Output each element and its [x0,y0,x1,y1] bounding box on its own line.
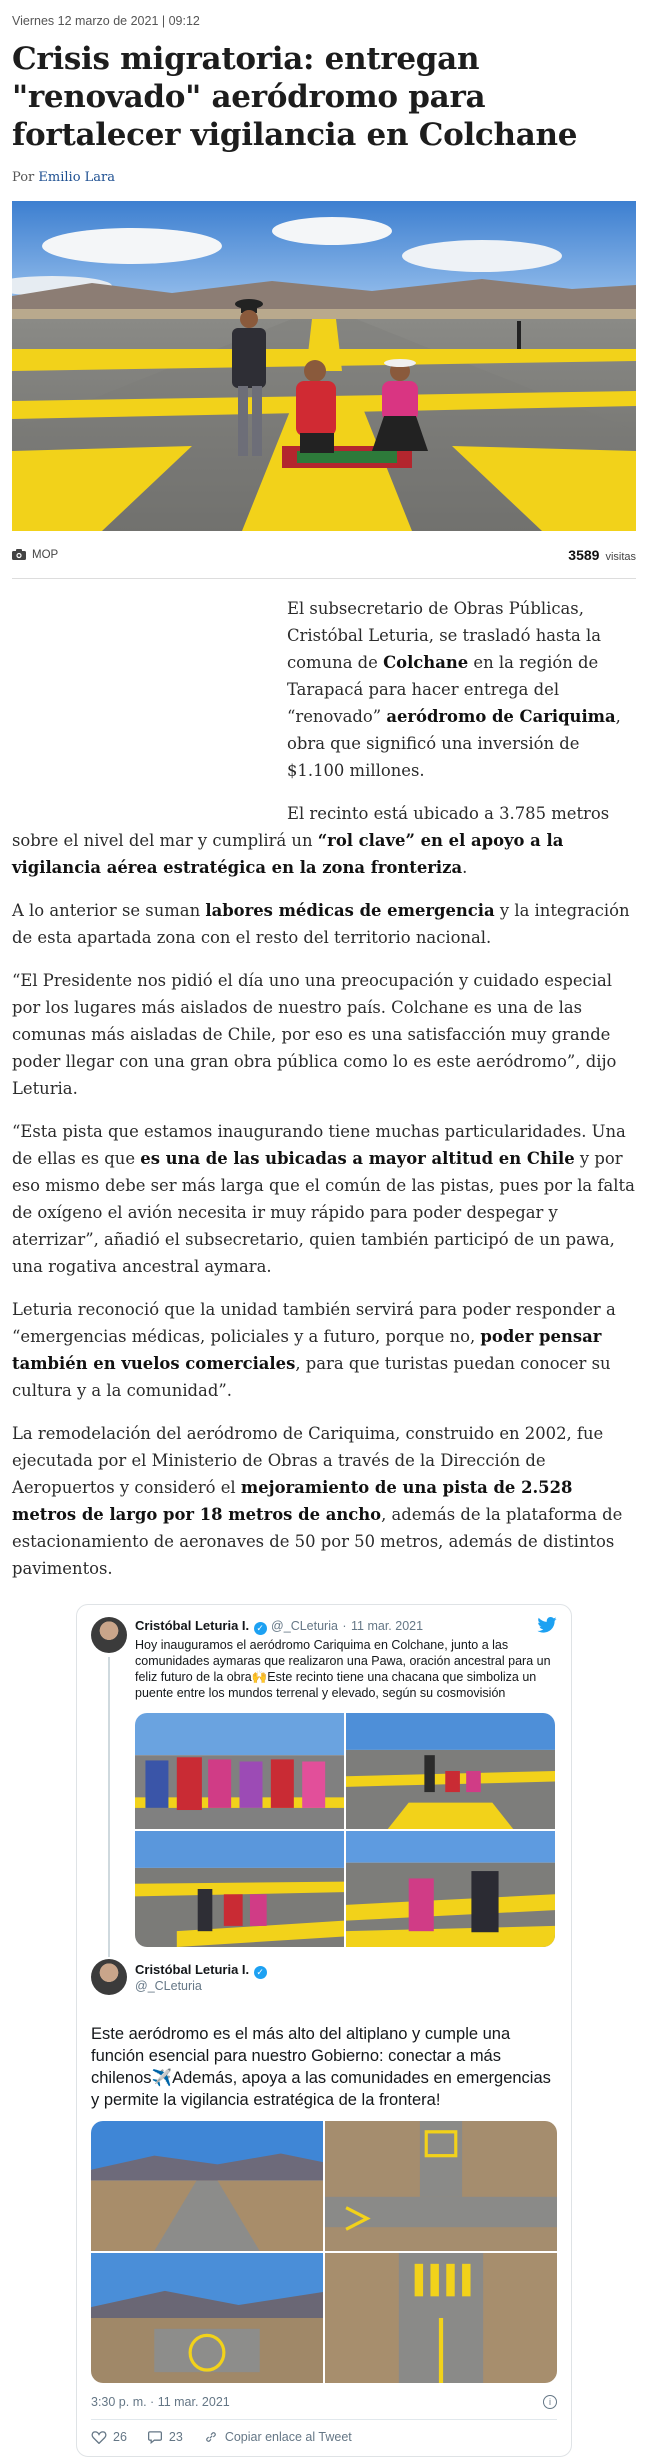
thread-line [108,1657,110,1957]
tweet-photo[interactable] [135,1831,344,1947]
verified-icon: ✓ [254,1622,267,1635]
paragraph-3: A lo anterior se suman labores médicas de emergencia y la integración de esta apartada zona con el resto del territorio nacional. [12,901,630,947]
byline [12,170,636,185]
tweet-body-1 [135,1617,557,1701]
hero-photo [12,201,636,531]
tweet-text-2: Este aeródromo es el más alto del altiplano y cumple una función esencial para nuestro Gobierno: conectar a más chilenos✈️Además, apoya a las comunidades en emergencias y permite la vigilancia estratégica de la frontera! [91,2025,551,2109]
tweet-date[interactable]: 11 mar. 2021 [351,1619,424,1633]
visits-counter [568,547,636,563]
article-body [12,595,636,1582]
photo-credit [12,549,58,561]
author-link[interactable]: Emilio Lara [38,170,116,185]
paragraph-5: “Esta pista que estamos inaugurando tiene muchas particularidades. Una de ellas es que es una de las ubicadas a mayor altitud en Chile y por eso mismo debe ser más larga que el común de las pistas, pues por la falta de oxígeno el avión necesita ir muy rápido para poder despegar y aterrizar”, añadió el subsecretario, quien también participó de un pawa, una rogativa ancestral aymara. [12,1122,635,1276]
tweet-handle[interactable]: @_CLeturia [271,1619,338,1633]
reply-button[interactable] [147,2430,183,2444]
copy-link-label: Copiar enlace al Tweet [224,2430,352,2444]
info-icon[interactable]: i [543,2395,557,2409]
embedded-tweet[interactable] [76,1604,572,2457]
reply-count: 23 [168,2430,183,2444]
tweet-date-separator: · [342,1619,347,1633]
verified-icon: ✓ [254,1966,267,1979]
tweet-author-name[interactable]: Cristóbal Leturia I. [135,1962,250,1977]
ad-space [12,595,287,825]
tweet-photo[interactable] [91,2253,323,2383]
paragraph-4: “El Presidente nos pidió el día uno una preocupación y cuidado especial por los lugares más aislados de nuestro país. Colchane es una de las comunas más aisladas de Chile, por eso es una satisfacción muy grande poder llegar con una gran obra pública como lo es este aeródromo”, dijo Leturia. [12,971,617,1098]
tweet-timestamp-row [91,2395,557,2409]
tweet-media-grid-2 [91,2121,557,2383]
twitter-bird-icon[interactable] [537,1617,557,1633]
page-title: Crisis migratoria: entregan "renovado" aeródromo para fortalecer vigilancia en Colchane [12,41,578,153]
tweet-author-block-2 [135,1961,267,1993]
reply-icon [147,2430,163,2444]
like-count: 26 [113,2430,127,2444]
byline-prefix: Por [12,170,35,185]
tweet-author-line [135,1617,557,1635]
avatar[interactable] [91,1959,127,1995]
runway-photo [12,201,636,531]
tweet-text-1: Hoy inauguramos el aeródromo Cariquima en Colchane, junto a las comunidades aymaras que realizaron una Pawa, oración ancestral para un feliz futuro de la obra🙌Este recinto tiene una chacana que simboliza un puente entre los mundos terrenal y elevado, según su cosmovisión [135,1638,551,1700]
like-button[interactable] [91,2430,127,2444]
tweet-header [91,1617,557,1701]
tweet-photo[interactable] [346,1831,555,1947]
heart-icon [91,2430,107,2444]
paragraph-2: El recinto está ubicado a 3.785 metros sobre el nivel del mar y cumplirá un “rol clave” en el apoyo a la vigilancia aérea estratégica en la zona fronteriza. [12,804,610,877]
dateline: Viernes 12 marzo de 2021 | 09:12 [12,14,200,28]
copy-link-button[interactable] [203,2430,352,2444]
tweet-photo[interactable] [325,2253,557,2383]
tweet-photo[interactable] [135,1713,344,1829]
tweet-photo[interactable] [346,1713,555,1829]
tweet-actions [91,2419,557,2444]
tweet-timestamp[interactable]: 3:30 p. m. · 11 mar. 2021 [91,2395,230,2409]
visits-label: visitas [605,550,636,563]
tweet-header-2 [91,1959,557,1995]
tweet-handle[interactable]: @_CLeturia [135,1979,202,1993]
paragraph-6: Leturia reconoció que la unidad también servirá para poder responder a “emergencias médicas, policiales y a futuro, porque no, poder pensar también en vuelos comerciales, para que turistas puedan conocer su cultura y a la comunidad”. [12,1300,616,1400]
photo-meta [12,531,636,579]
tweet-author-name[interactable]: Cristóbal Leturia I. [135,1618,250,1633]
paragraph-7: La remodelación del aeródromo de Cariquima, construido en 2002, fue ejecutada por el Ministerio de Obras a través de la Dirección de Aeropuertos y consideró el mejoramiento de una pista de 2.528 metros de largo por 18 metros de ancho, además de la plataforma de estacionamiento de aeronaves de 50 por 50 metros, además de distintos pavimentos. [12,1424,623,1578]
tweet-media-grid-1 [135,1713,555,1947]
avatar[interactable] [91,1617,127,1653]
link-icon [203,2430,219,2444]
visits-count: 3589 [568,546,600,563]
tweet-photo[interactable] [91,2121,323,2251]
photo-credit-text: MOP [32,548,59,561]
camera-icon [12,549,26,560]
tweet-photo[interactable] [325,2121,557,2251]
paragraph-1: El subsecretario de Obras Públicas, Cristóbal Leturia, se trasladó hasta la comuna de Colchane en la región de Tarapacá para hacer entrega del “renovado” aeródromo de Cariquima, obra que significó una inversión de $1.100 millones. [287,599,621,780]
